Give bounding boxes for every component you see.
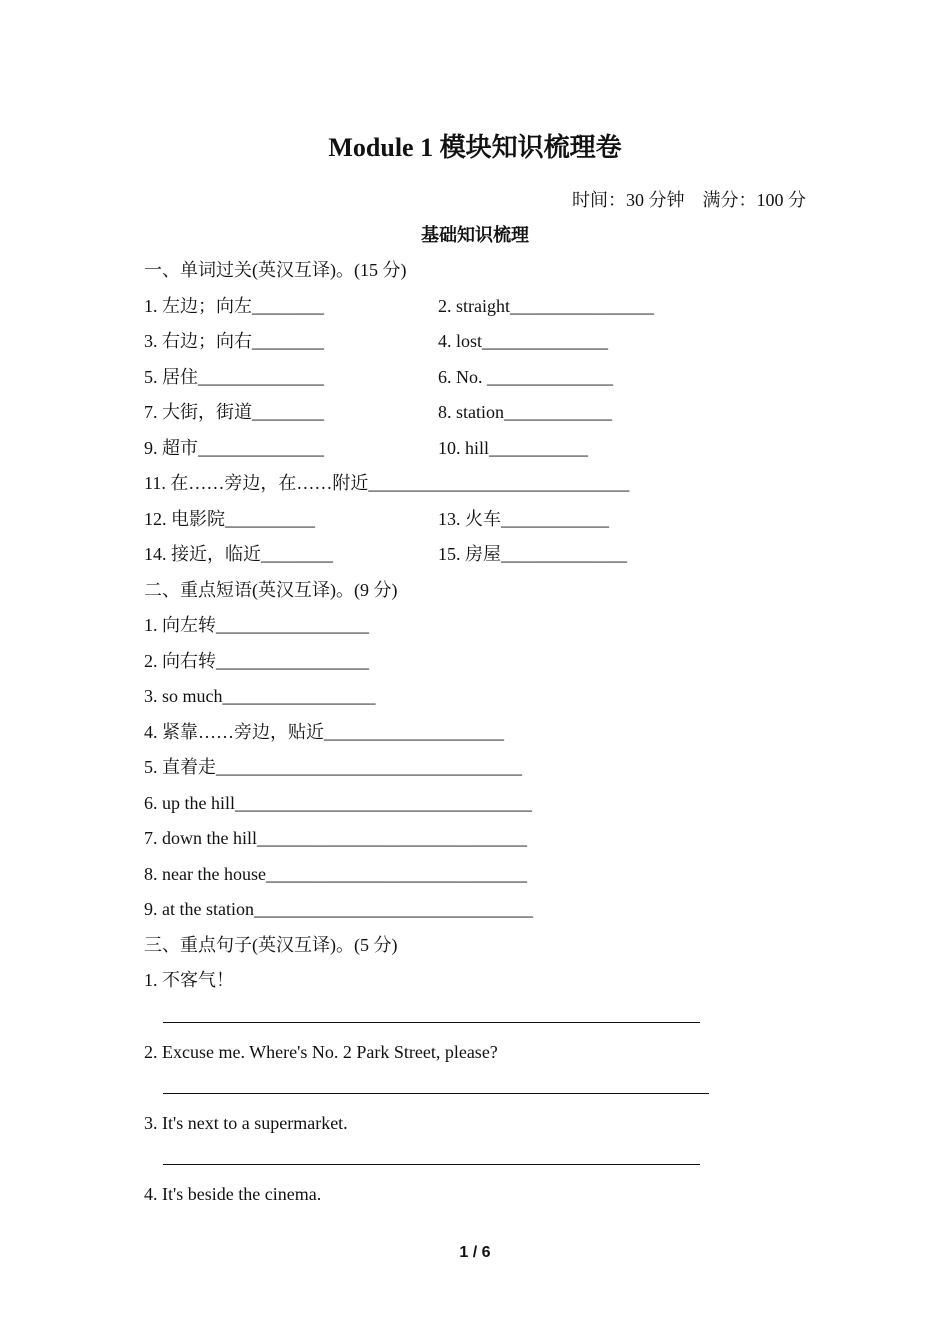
- word-item: 14. 接近，临近________: [144, 544, 333, 564]
- phrase-item: 2. 向右转_________________: [144, 651, 369, 671]
- section3-heading: 三、重点句子(英汉互译)。(5 分): [144, 935, 398, 955]
- section2-heading: 二、重点短语(英汉互译)。(9 分): [144, 580, 398, 600]
- sentence-item: 3. It's next to a supermarket.: [144, 1113, 348, 1133]
- answer-line: [163, 1022, 700, 1023]
- sentence-item: 1. 不客气！: [144, 970, 234, 990]
- word-item: 4. lost______________: [438, 331, 609, 351]
- word-item: 1. 左边；向左________: [144, 296, 324, 316]
- word-item: 9. 超市______________: [144, 438, 324, 458]
- word-item: 2. straight________________: [438, 296, 654, 316]
- phrase-item: 3. so much_________________: [144, 686, 376, 706]
- word-item: 13. 火车____________: [438, 509, 609, 529]
- phrase-item: 4. 紧靠……旁边，贴近____________________: [144, 722, 504, 742]
- phrase-item: 7. down the hill______________________________: [144, 828, 527, 848]
- word-item: 8. station____________: [438, 402, 612, 422]
- sentence-item: 4. It's beside the cinema.: [144, 1184, 322, 1204]
- section-subtitle: 基础知识梳理: [421, 225, 529, 246]
- phrase-item: 1. 向左转_________________: [144, 615, 369, 635]
- phrase-item: 9. at the station_______________________________: [144, 899, 533, 919]
- section1-heading: 一、单词过关(英汉互译)。(15 分): [144, 260, 407, 280]
- word-item: 12. 电影院__________: [144, 509, 315, 529]
- page-number: 1 / 6: [459, 1244, 491, 1261]
- word-item: 10. hill___________: [438, 438, 589, 458]
- word-item: 7. 大街，街道________: [144, 402, 324, 422]
- exam-meta: 时间：30 分钟 满分：100 分: [572, 190, 806, 210]
- word-item: 5. 居住______________: [144, 367, 324, 387]
- phrase-item: 8. near the house_____________________________: [144, 864, 527, 884]
- word-item: 11. 在……旁边，在……附近_____________________________: [144, 473, 630, 493]
- page-title: Module 1 模块知识梳理卷: [328, 133, 622, 162]
- phrase-item: 6. up the hill_________________________________: [144, 793, 532, 813]
- word-item: 3. 右边；向右________: [144, 331, 324, 351]
- word-item: 6. No. ______________: [438, 367, 613, 387]
- answer-line: [163, 1093, 709, 1094]
- answer-line: [163, 1164, 700, 1165]
- sentence-item: 2. Excuse me. Where's No. 2 Park Street, please?: [144, 1042, 498, 1062]
- phrase-item: 5. 直着走__________________________________: [144, 757, 522, 777]
- word-item: 15. 房屋______________: [438, 544, 627, 564]
